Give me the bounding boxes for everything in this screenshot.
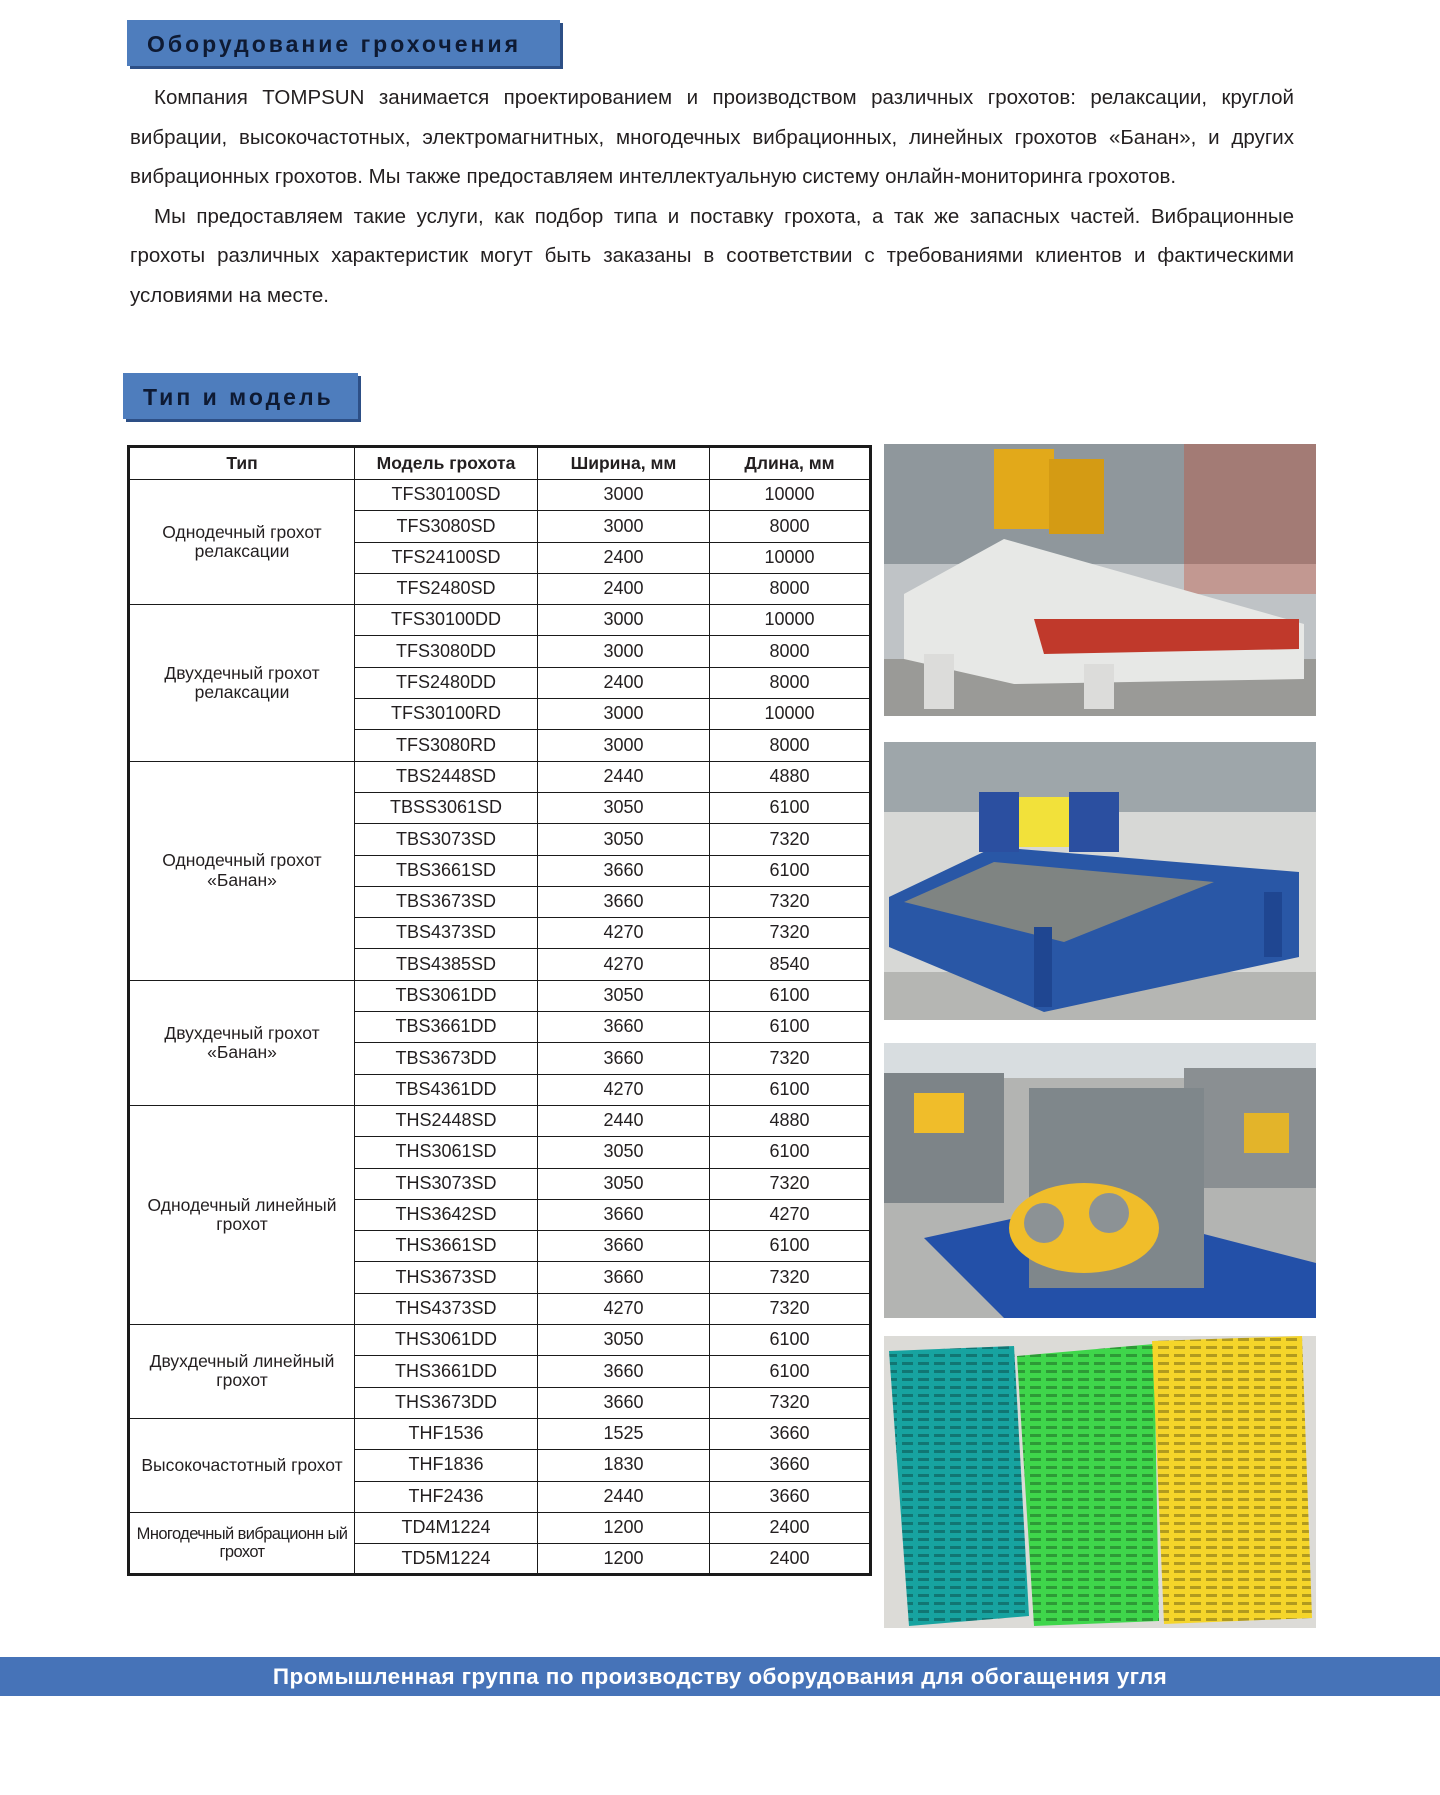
model-cell: THS3661SD <box>355 1231 538 1262</box>
width-cell: 3660 <box>538 1231 710 1262</box>
intro-text <box>130 78 1294 315</box>
model-cell: TFS30100SD <box>355 480 538 511</box>
length-cell: 6100 <box>710 1012 871 1043</box>
length-cell: 7320 <box>710 1387 871 1418</box>
length-cell: 7320 <box>710 1293 871 1324</box>
length-cell: 3660 <box>710 1450 871 1481</box>
model-cell: TBS3673SD <box>355 886 538 917</box>
width-cell: 2400 <box>538 573 710 604</box>
model-cell: TFS2480DD <box>355 667 538 698</box>
photo-relaxation-screen <box>884 444 1316 716</box>
table-row <box>129 1325 871 1356</box>
length-cell: 8000 <box>710 667 871 698</box>
table-header-row <box>129 447 871 480</box>
length-cell: 6100 <box>710 1356 871 1387</box>
model-cell: TBS2448SD <box>355 761 538 792</box>
width-cell: 3660 <box>538 1043 710 1074</box>
length-cell: 7320 <box>710 1262 871 1293</box>
type-cell: Двухдечный грохот «Банан» <box>129 980 355 1105</box>
length-cell: 7320 <box>710 918 871 949</box>
type-cell: Двухдечный линейный грохот <box>129 1325 355 1419</box>
table-row <box>129 480 871 511</box>
model-cell: TBS4373SD <box>355 918 538 949</box>
intro-paragraph-2: Мы предоставляем такие услуги, как подбор типа и поставку грохота, а так же запасных частей. Вибрационные грохоты различных характеристик могут быть заказаны в соответствии с требованиями клиентов и фактическими условиями на месте. <box>130 204 1294 307</box>
length-cell: 3660 <box>710 1418 871 1449</box>
section-title-equipment: Оборудование грохочения <box>127 20 560 66</box>
type-cell: Однодечный грохот релаксации <box>129 480 355 605</box>
footer-banner: Промышленная группа по производству оборудования для обогащения угля <box>0 1657 1440 1696</box>
photo-banana-screen <box>884 742 1316 1020</box>
model-cell: TBS4361DD <box>355 1074 538 1105</box>
length-cell: 4880 <box>710 761 871 792</box>
header-length: Длина, мм <box>710 447 871 480</box>
table-row <box>129 1105 871 1136</box>
length-cell: 7320 <box>710 1168 871 1199</box>
model-cell: TBS3673DD <box>355 1043 538 1074</box>
width-cell: 3660 <box>538 1199 710 1230</box>
width-cell: 4270 <box>538 1293 710 1324</box>
model-cell: TD4M1224 <box>355 1512 538 1543</box>
length-cell: 10000 <box>710 480 871 511</box>
width-cell: 2400 <box>538 542 710 573</box>
type-cell: Многодечный вибрационн ый грохот <box>129 1512 355 1575</box>
length-cell: 4270 <box>710 1199 871 1230</box>
length-cell: 6100 <box>710 792 871 823</box>
length-cell: 6100 <box>710 855 871 886</box>
width-cell: 3050 <box>538 1168 710 1199</box>
model-cell: TFS30100DD <box>355 605 538 636</box>
width-cell: 3050 <box>538 792 710 823</box>
model-cell: TFS2480SD <box>355 573 538 604</box>
width-cell: 1525 <box>538 1418 710 1449</box>
section-title-type-model: Тип и модель <box>123 373 358 419</box>
width-cell: 3660 <box>538 1356 710 1387</box>
length-cell: 6100 <box>710 1137 871 1168</box>
photo-screen-panels <box>884 1336 1316 1628</box>
model-cell: THF1536 <box>355 1418 538 1449</box>
header-type: Тип <box>129 447 355 480</box>
width-cell: 3000 <box>538 730 710 761</box>
model-cell: TBS3061DD <box>355 980 538 1011</box>
table-row <box>129 761 871 792</box>
length-cell: 6100 <box>710 980 871 1011</box>
model-cell: THS4373SD <box>355 1293 538 1324</box>
photo-exciter <box>884 1043 1316 1318</box>
width-cell: 3050 <box>538 980 710 1011</box>
width-cell: 3050 <box>538 824 710 855</box>
width-cell: 3000 <box>538 605 710 636</box>
intro-paragraph-1: Компания TOMPSUN занимается проектированием и производством различных грохотов: релаксации, круглой вибрации, высокочастотных, электромагнитных, многодечных вибрационных, линейных грохотов «Банан», и других вибрационных грохотов. Мы также предоставляем интеллектуальную систему онлайн-мониторинга грохотов. <box>130 86 1294 188</box>
width-cell: 3000 <box>538 636 710 667</box>
model-cell: THS3073SD <box>355 1168 538 1199</box>
length-cell: 3660 <box>710 1481 871 1512</box>
table-row <box>129 1418 871 1449</box>
width-cell: 1200 <box>538 1544 710 1575</box>
length-cell: 7320 <box>710 824 871 855</box>
length-cell: 10000 <box>710 699 871 730</box>
model-cell: TFS3080DD <box>355 636 538 667</box>
width-cell: 2440 <box>538 761 710 792</box>
model-cell: TD5M1224 <box>355 1544 538 1575</box>
width-cell: 4270 <box>538 949 710 980</box>
screen-model-table <box>127 445 872 1576</box>
length-cell: 2400 <box>710 1544 871 1575</box>
table-row <box>129 980 871 1011</box>
model-cell: TFS3080SD <box>355 511 538 542</box>
model-cell: THF2436 <box>355 1481 538 1512</box>
width-cell: 2440 <box>538 1105 710 1136</box>
length-cell: 7320 <box>710 1043 871 1074</box>
length-cell: 8000 <box>710 573 871 604</box>
length-cell: 8000 <box>710 636 871 667</box>
model-cell: TFS24100SD <box>355 542 538 573</box>
length-cell: 8000 <box>710 511 871 542</box>
width-cell: 2400 <box>538 667 710 698</box>
model-cell: THF1836 <box>355 1450 538 1481</box>
width-cell: 3660 <box>538 1012 710 1043</box>
width-cell: 3050 <box>538 1325 710 1356</box>
model-cell: THS3673DD <box>355 1387 538 1418</box>
length-cell: 7320 <box>710 886 871 917</box>
width-cell: 3660 <box>538 1262 710 1293</box>
length-cell: 10000 <box>710 542 871 573</box>
type-cell: Однодечный грохот «Банан» <box>129 761 355 980</box>
model-cell: TBS4385SD <box>355 949 538 980</box>
model-cell: TFS3080RD <box>355 730 538 761</box>
width-cell: 1200 <box>538 1512 710 1543</box>
width-cell: 4270 <box>538 918 710 949</box>
width-cell: 2440 <box>538 1481 710 1512</box>
model-cell: THS2448SD <box>355 1105 538 1136</box>
length-cell: 4880 <box>710 1105 871 1136</box>
length-cell: 2400 <box>710 1512 871 1543</box>
width-cell: 3660 <box>538 1387 710 1418</box>
length-cell: 6100 <box>710 1231 871 1262</box>
header-model: Модель грохота <box>355 447 538 480</box>
model-cell: TBS3661SD <box>355 855 538 886</box>
width-cell: 4270 <box>538 1074 710 1105</box>
model-cell: THS3661DD <box>355 1356 538 1387</box>
model-cell: TBS3073SD <box>355 824 538 855</box>
width-cell: 1830 <box>538 1450 710 1481</box>
model-cell: THS3061DD <box>355 1325 538 1356</box>
length-cell: 6100 <box>710 1074 871 1105</box>
width-cell: 3660 <box>538 886 710 917</box>
model-cell: THS3642SD <box>355 1199 538 1230</box>
model-cell: TBS3661DD <box>355 1012 538 1043</box>
width-cell: 3000 <box>538 511 710 542</box>
model-cell: THS3061SD <box>355 1137 538 1168</box>
model-cell: TBSS3061SD <box>355 792 538 823</box>
table-row <box>129 605 871 636</box>
header-width: Ширина, мм <box>538 447 710 480</box>
model-cell: THS3673SD <box>355 1262 538 1293</box>
width-cell: 3050 <box>538 1137 710 1168</box>
width-cell: 3000 <box>538 699 710 730</box>
type-cell: Высокочастотный грохот <box>129 1418 355 1512</box>
width-cell: 3660 <box>538 855 710 886</box>
length-cell: 8000 <box>710 730 871 761</box>
width-cell: 3000 <box>538 480 710 511</box>
length-cell: 8540 <box>710 949 871 980</box>
type-cell: Однодечный линейный грохот <box>129 1105 355 1324</box>
table-row <box>129 1512 871 1543</box>
model-cell: TFS30100RD <box>355 699 538 730</box>
length-cell: 10000 <box>710 605 871 636</box>
length-cell: 6100 <box>710 1325 871 1356</box>
type-cell: Двухдечный грохот релаксации <box>129 605 355 761</box>
